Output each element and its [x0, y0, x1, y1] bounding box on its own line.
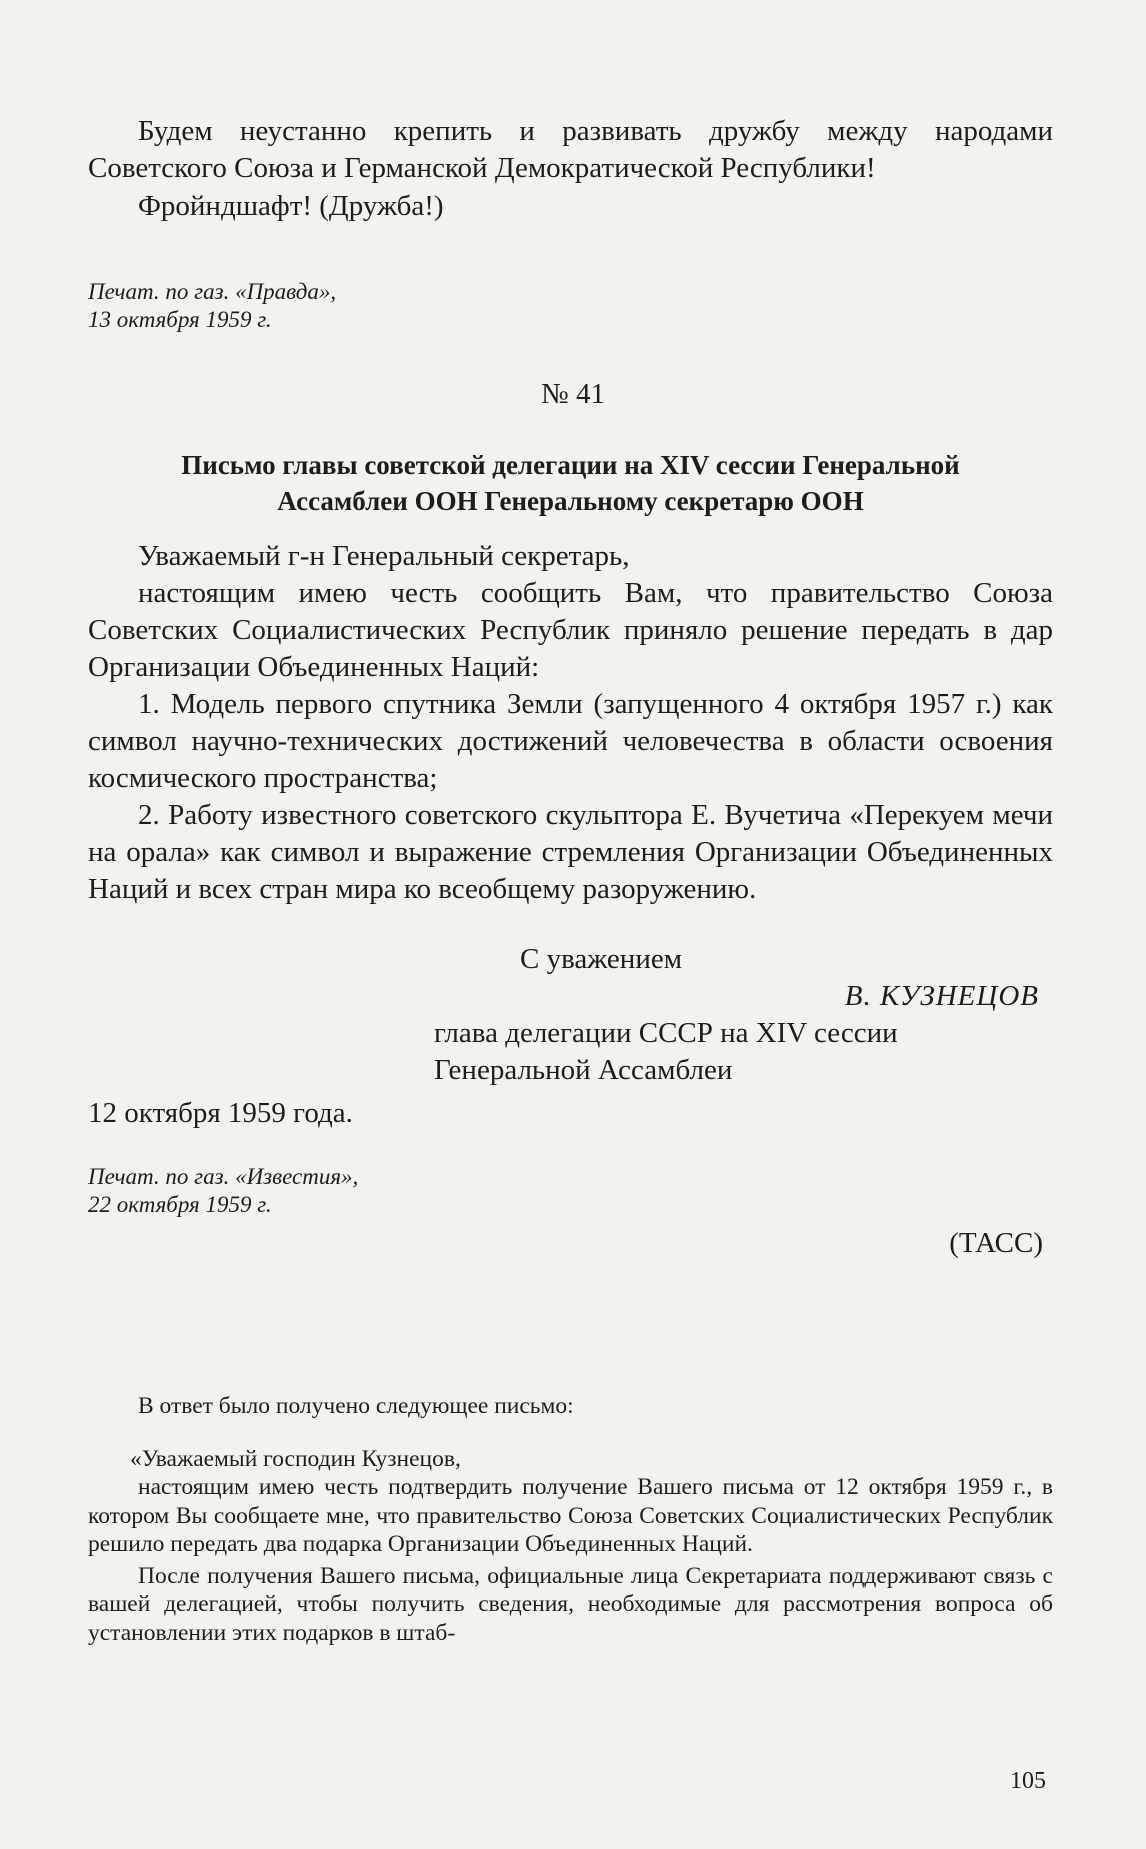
reply-paragraph: После получения Вашего письма, официальные лица Секретариата поддерживают связь с вашей делегацией, чтобы получить сведения, необходимые для рассмотрения вопроса об установлении этих подарков в штаб- [88, 1562, 1053, 1646]
letter-date: 12 октября 1959 года. [88, 1097, 353, 1129]
source-line: Печат. по газ. «Известия», [88, 1164, 359, 1189]
opening-block [88, 113, 1053, 225]
document-number: № 41 [541, 378, 605, 410]
letter-paragraph: настоящим имею честь сообщить Вам, что правительство Союза Советских Социалистических Республик приняло решение передать в дар Организации Объединенных Наций: [88, 577, 1053, 683]
title-line: Письмо главы советской делегации на XIV сессии Генеральной [181, 450, 960, 480]
agency-credit: (ТАСС) [949, 1227, 1043, 1259]
source-note-izvestia [88, 1163, 1053, 1219]
document-title [88, 447, 1053, 519]
source-line: Печат. по газ. «Правда», [88, 279, 337, 304]
opening-friendship: Фройндшафт! (Дружба!) [138, 190, 444, 222]
page-number: 105 [1010, 1768, 1046, 1794]
signature-block [88, 941, 1053, 1132]
salutation: Уважаемый г-н Генеральный секретарь, [138, 540, 630, 572]
signer-name: В. КУЗНЕЦОВ [844, 980, 1039, 1012]
source-note-pravda [88, 278, 1053, 334]
signer-position: Генеральной Ассамблеи [434, 1054, 733, 1086]
list-item: 1. Модель первого спутника Земли (запущенного 4 октября 1957 г.) как символ научно-технических достижений человечества в области освоения космического пространства; [88, 688, 1053, 794]
agency-credit-row [88, 1225, 1053, 1262]
source-date: 13 октября 1959 г. [88, 307, 272, 332]
closing: С уважением [520, 943, 683, 975]
reply-intro: В ответ было получено следующее письмо: [138, 1393, 574, 1419]
list-item: 2. Работу известного советского скульптора Е. Вучетича «Перекуем мечи на орала» как символ и выражение стремления Организации Объединенных Наций и всех стран мира ко всеобщему разоружению. [88, 799, 1053, 905]
reply-block [88, 1392, 1053, 1647]
reply-salutation: «Уважаемый господин Кузнецов, [130, 1445, 461, 1472]
source-date: 22 октября 1959 г. [88, 1192, 272, 1217]
reply-paragraph: настоящим имею честь подтвердить получение Вашего письма от 12 октября 1959 г., в котором Вы сообщаете мне, что правительство Союза Советских Социалистических Республик решило передать два подарка Организации Объединенных Наций. [88, 1474, 1053, 1557]
title-line: Ассамблеи ООН Генеральному секретарю ООН [277, 486, 864, 516]
opening-paragraph: Будем неустанно крепить и развивать дружбу между народами Советского Союза и Германской Демократической Республики! [88, 115, 1053, 184]
signer-position: глава делегации СССР на XIV сессии [434, 1017, 898, 1049]
letter-body [88, 538, 1053, 908]
